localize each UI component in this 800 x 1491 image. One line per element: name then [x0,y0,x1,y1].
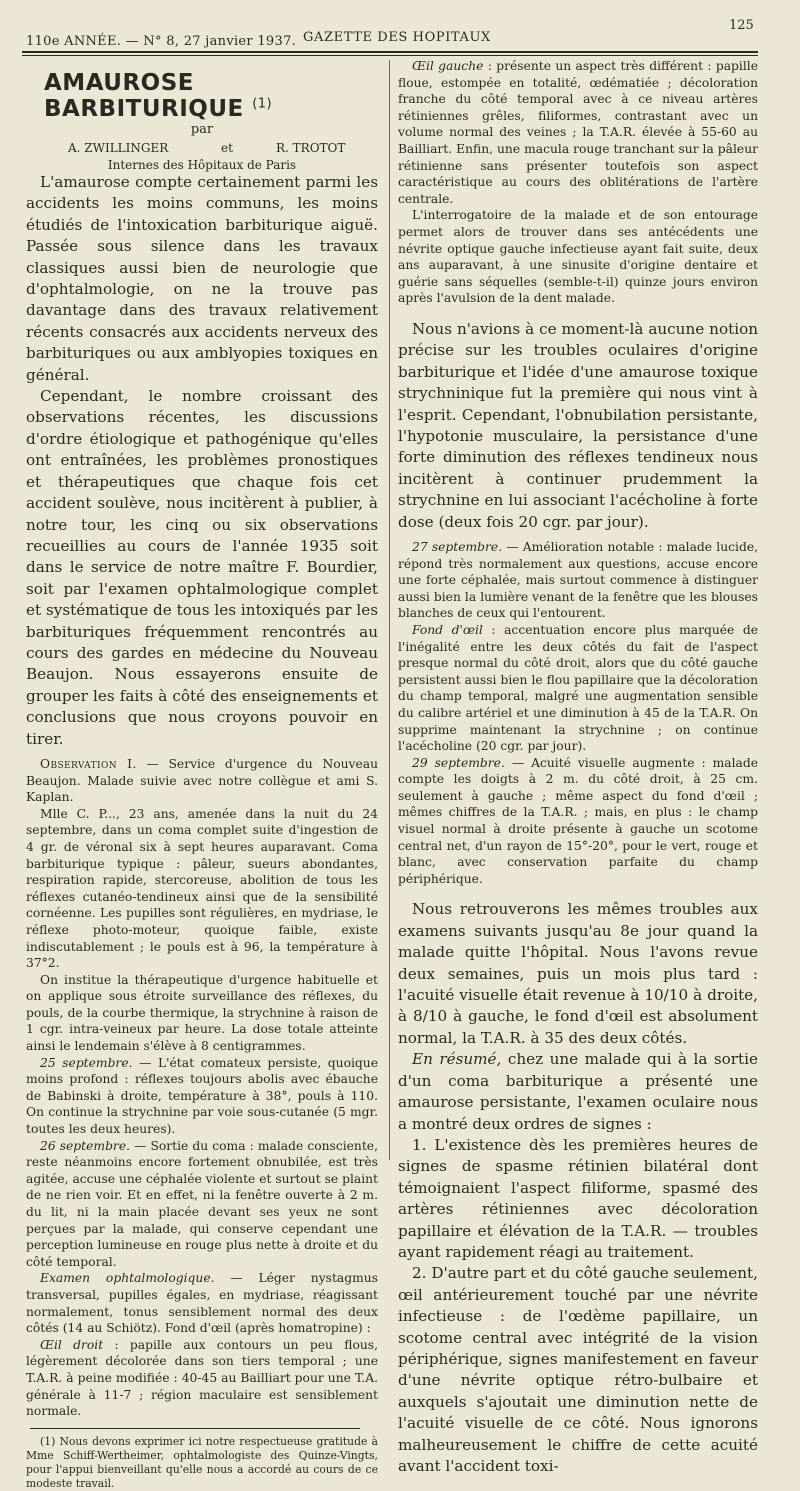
eye-label: Œil droit [40,1337,104,1352]
title-footnote-marker: (1) [252,96,273,112]
spacer [398,887,758,899]
header-rule-thick [22,51,758,53]
point-two: 2. D'autre part et du côté gauche seulement, œil antérieurement touché par une névrite infectieuse : de l'œdème papillaire, un scotome central avec intégrité de la vision périphérique, signes manifestement en faveur d'une névrite optique rétro-bulbaire et auxquels s'ajoutait une diminution nette de l'acuité visuelle de ce côté. Nous ignorons malheureusement le chiffre de cette acuité avant l'accident toxi- [398,1264,758,1475]
observation-text: — Service d'urgence du Nouveau Beaujon. Malade suivie avec notre collègue et ami S. Kaplan. [26,756,378,805]
article-title-text: AMAUROSE BARBITURIQUE [44,70,244,122]
dated-entry [26,1138,378,1271]
footnote-rule [30,1428,360,1429]
summary-label: En résumé, [412,1050,502,1069]
author-zwillinger: A. ZWILLINGER [68,141,169,155]
entry-text: — Acuité visuelle augmente : malade compte les doigts à 2 m. du côté droit, à 25 cm. seulement à gauche ; même aspect du fond d'œil ; mêmes chiffres de la T.A.R. ; mais, en plus : le champ visuel normal à droite présente à gauche un scotome central net, d'un rayon de 15°-20°, pour le vert, rouge et blanc, avec conservation parfaite du champ périphérique. [398,755,758,886]
article-title [44,70,378,122]
entry-text: — Amélioration notable : malade lucide, répond très normalement aux questions, accuse encore une forte céphalée, mais surtout commence à distinguer aussi bien la lumière venant de la fenêtre que les blouses blanches de ceux qui l'entourent. [398,539,758,621]
entry-text: : présente un aspect très différent : papille floue, estompée en totalité, œdématiée ; décoloration franche du côté temporal avec à ce niveau artères rétiniennes grêles, filiformes, contrastant avec un volume normal des veines ; la T.A.R. élevée à 55-60 au Bailliart. Enfin, une macula rouge tranchant sur la pâleur rétinienne sans présenter toutefois son aspect caractéristique au cours des oblitérations de l'artère centrale. [398,59,758,206]
authors-line [26,141,378,158]
entry-text: : papille aux contours un peu flous, légèrement décolorée dans son tiers temporal ; une T.A.R. à peine modifiée : 40-45 au Bailliart pour une T.A. générale à 11-7 ; région maculaire est sensiblement normale. [26,1337,378,1419]
summary-text: chez une malade qui à la sortie d'un coma barbiturique a présenté une amaurose persistante, l'examen oculaire nous a montré deux ordres de signes : [398,1050,758,1133]
column-divider [389,60,390,1160]
byline-par: par [190,122,214,137]
page-header [0,0,800,52]
entry-text: — L'état comateux persiste, quoique moins profond : réflexes toujours abolis avec ébauche de Babinski à droite, température à 38°, pouls à 110. On continue la strychnine par voie sous-cutanée (5 mgr. toutes les deux heures). [26,1055,379,1137]
summary-paragraph [398,1049,758,1135]
date-label: 29 septembre. [412,755,505,770]
date-label: 27 septembre. [412,539,503,554]
page-number: 125 [729,18,754,33]
journal-title: GAZETTE DES HOPITAUX [303,30,491,45]
author-and: et [221,141,233,155]
paragraph: Nous retrouverons les mêmes troubles aux examens suivants jusqu'au 8e jour quand la malade quitte l'hôpital. Nous l'avons revue deux semaines, puis un mois plus tard : l'acuité visuelle était revenue à 10/10 à droite, à 8/10 à gauche, le fond d'œil est absolument normal, la T.A.R. à 35 des deux côtés. [398,900,758,1047]
paragraph: L'interrogatoire de la malade et de son entourage permet alors de trouver dans ses antécédents une névrite optique gauche infectieuse ayant fait suite, deux ans auparavant, à une sinusite d'origine dentaire et guérie sans séquelles (semble-t-il) quinze jours environ après l'avulsion de la dent malade. [398,208,758,306]
eye-label: Œil gauche [412,59,484,73]
exam-label: Examen ophtalmologique. [40,1271,215,1286]
exam-entry [26,1270,378,1336]
spacer [398,307,758,319]
date-label: 25 septembre. [40,1055,133,1070]
date-label: 26 septembre. [40,1138,130,1153]
left-eye-entry [398,58,758,207]
observation-heading [26,756,378,806]
fundus-entry [398,622,758,755]
author-trotot: R. TROTOT [276,141,346,155]
issue-info: 110e ANNÉE. — N° 8, 27 janvier 1937. [26,34,297,49]
author-affiliation: Internes des Hôpitaux de Paris [107,158,297,172]
footnote: (1) Nous devons exprimer ici notre respectueuse gratitude à Mme Schiff-Wertheimer, ophtalmologiste des Quinze-Vingts, pour l'appui bienveillant qu'elle nous a accordé au cours de ce modeste travail. [26,1434,378,1490]
left-column [26,62,378,1491]
fundus-label: Fond d'œil [412,622,483,637]
entry-text: — Sortie du coma : malade consciente, reste néanmoins encore fortement obnubilée, est très agitée, accuse une céphalée violente et surtout se plaint de ne rien voir. Et en effet, ni la fenêtre ouverte à 2 m. du lit, ni la main placée devant ses yeux ne sont perçues par la malade, qui conserve cependant une perception lumineuse en rouge plus nette à droite et du côté temporal. [26,1138,378,1269]
paragraph: Cependant, le nombre croissant des observations récentes, les discussions d'ordre étiologique et pathogénique qu'elles ont entraînées, les problèmes pronostiques et thérapeutiques que chaque fois cet accident soulève, nous incitèrent à publier, à notre tour, les cinq ou six observations recueillies au cours de l'année 1935 soit dans le service de notre maître F. Bourdier, soit par l'examen ophtalmologique complet et systématique de tous les intoxiqués par les barbituriques fréquemment rencontrés au cours des gardes en médecine du Nouveau Beaujon. Nous essayerons ensuite de grouper les faits à côté des enseignements et conclusions que nous croyons pouvoir en tirer. [26,387,378,748]
right-column [398,58,758,1477]
entry-text: — Léger nystagmus transversal, pupilles égales, en mydriase, réagissant normalement, tonus sensiblement normal des deux côtés (14 au Schiötz). Fond d'œil (après homatropine) : [26,1271,378,1336]
paragraph: Nous n'avions à ce moment-là aucune notion précise sur les troubles oculaires d'origine barbiturique et l'idée d'une amaurose toxique strychninique fut la première qui nous vint à l'esprit. Cependant, l'obnubilation persistante, l'hypotonie musculaire, la persistance d'une forte diminution des réflexes tendineux nous incitèrent à continuer prudemment la strychnine en lui associant l'acécholine à forte dose (deux fois 20 cgr. par jour). [398,319,758,531]
point-one: 1. L'existence dès les premières heures de signes de spasme rétinien bilatéral dont témoignaient l'aspect filiforme, spasmé des artères rétiniennes avec décoloration papillaire et élévation de la T.A.R. — troubles ayant rapidement réagi au traitement. [398,1135,758,1261]
dated-entry [26,1055,378,1138]
intro-paragraph: L'amaurose compte certainement parmi les accidents les moins communs, les moins étudiés de l'intoxication barbiturique aiguë. Passée sous silence dans les travaux classiques aussi bien de neurologie que d'ophtalmologie, on ne la trouve pas davantage dans des travaux relativement récents consacrés aux accidents nerveux des barbituriques ou aux amblyopies toxiques en général. [26,173,378,384]
right-eye-entry [26,1337,378,1420]
entry-text: : accentuation encore plus marquée de l'inégalité entre les deux côtés du fait de l'aspect presque normal du côté droit, alors que du côté gauche persistent aussi bien le flou papillaire que la décoloration du champ temporal, malgré une augmentation sensible du calibre artériel et une diminution à 45 de la T.A.R. On supprime maintenant la strychnine ; on continue l'acécholine (20 cgr. par jour). [398,622,758,754]
observation-label: Observation I. [40,756,137,771]
paragraph: On institue la thérapeutique d'urgence habituelle et on applique sous étroite surveillance des réflexes, du pouls, de la courbe thermique, la strychnine à raison de 1 cgr. intra-veineux par heure. La dose totale atteinte ainsi le lendemain s'élève à 8 centigrammes. [26,972,378,1054]
header-rule-thin [22,55,758,56]
dated-entry [398,539,758,622]
dated-entry [398,755,758,888]
paragraph: Mlle C. P..., 23 ans, amenée dans la nuit du 24 septembre, dans un coma complet suite d'ingestion de 4 gr. de véronal six à sept heures auparavant. Coma barbiturique typique : pâleur, sueurs abondantes, respiration rapide, stercoreuse, abolition de tous les réflexes cutanéo-tendineux ainsi que de la sensibilité cornéenne. Les pupilles sont régulières, en mydriase, le réflexe photo-moteur, quoique faible, existe indiscutablement ; le pouls est à 96, la température à 37°2. [26,806,378,971]
